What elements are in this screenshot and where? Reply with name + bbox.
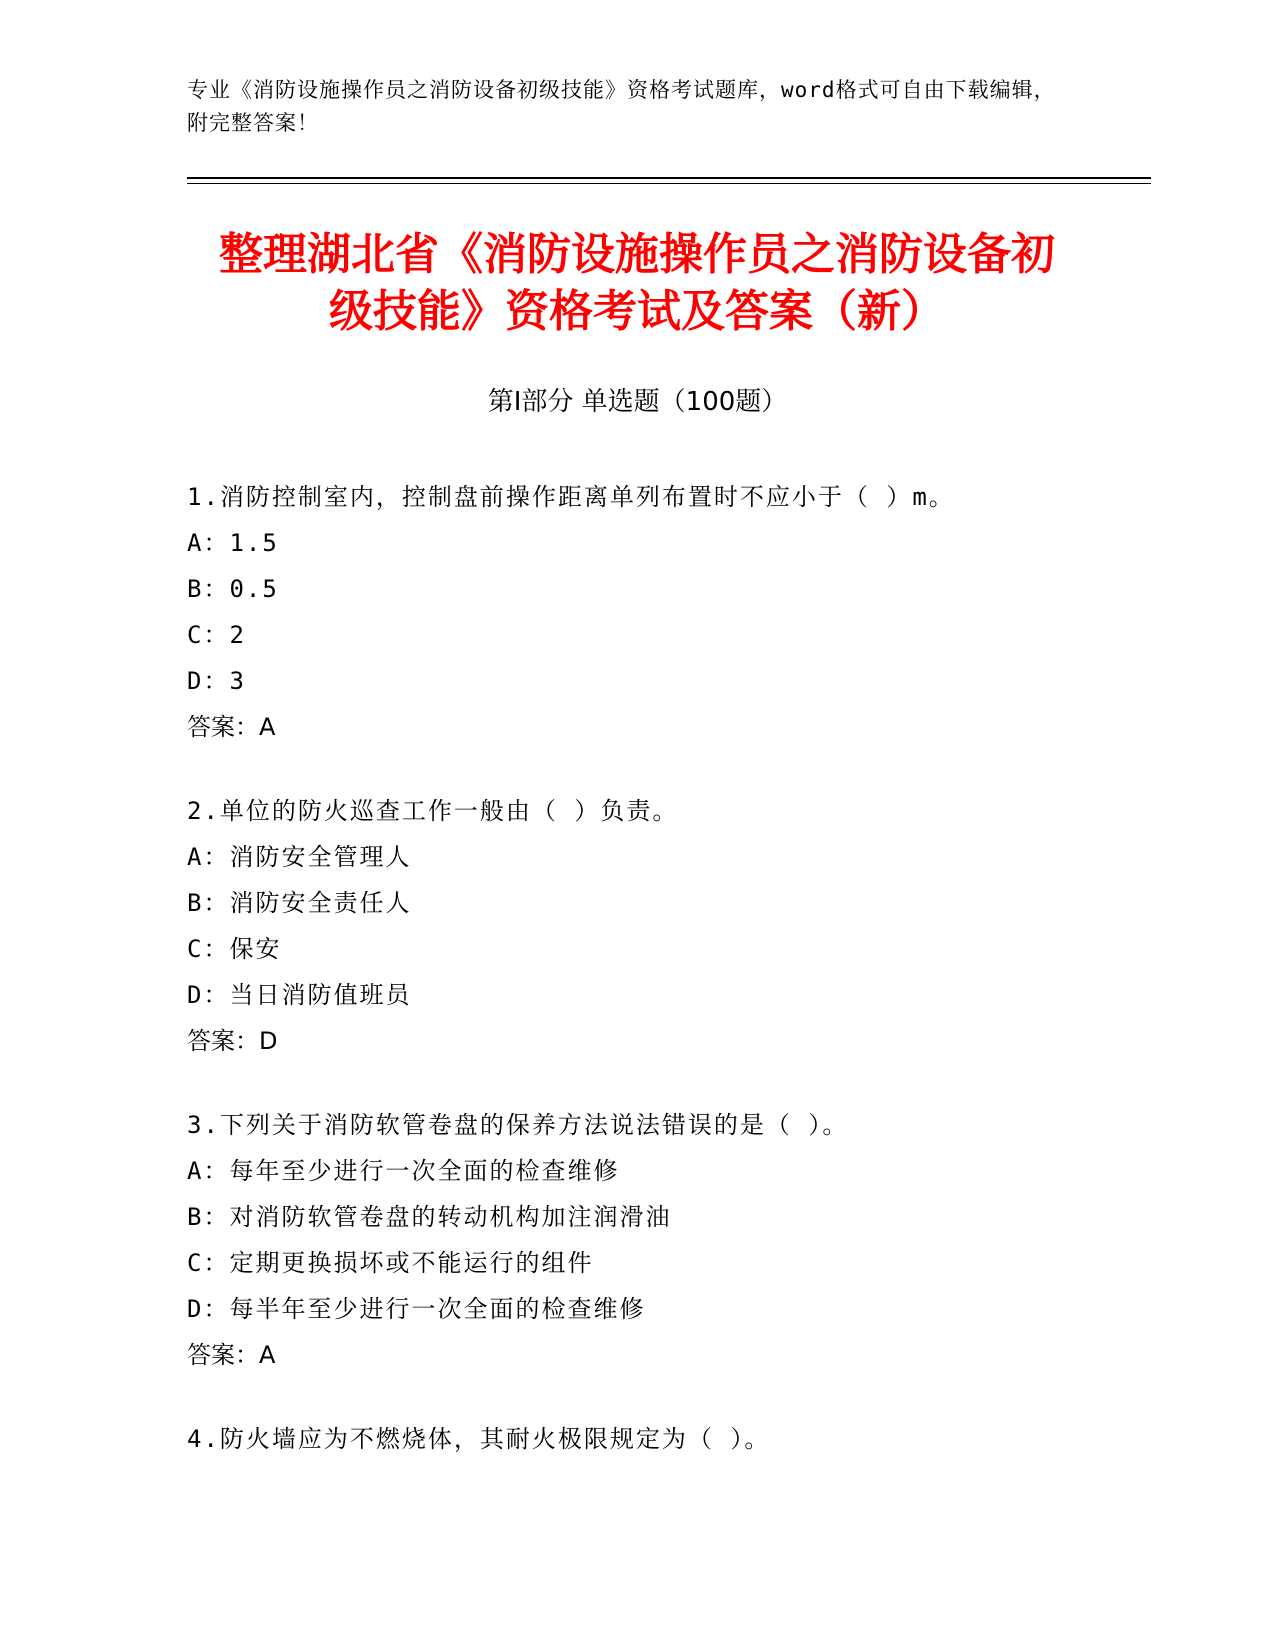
option-d: D：每半年至少进行一次全面的检查维修 bbox=[187, 1295, 646, 1323]
title-line-1: 整理湖北省《消防设施操作员之消防设备初 bbox=[219, 229, 1055, 280]
option-c: C：定期更换损坏或不能运行的组件 bbox=[187, 1249, 594, 1277]
answer-line: 答案：A bbox=[187, 1341, 276, 1369]
question-2 bbox=[187, 788, 1107, 1064]
answer-line: 答案：D bbox=[187, 1027, 278, 1055]
option-d: D：3 bbox=[187, 667, 246, 695]
document-title bbox=[187, 226, 1087, 340]
option-b: B：0.5 bbox=[187, 575, 279, 603]
question-stem: 2.单位的防火巡查工作一般由（ ）负责。 bbox=[187, 797, 679, 825]
option-c: C：2 bbox=[187, 621, 246, 649]
question-stem: 4.防火墙应为不燃烧体，其耐火极限规定为（ ）。 bbox=[187, 1425, 771, 1453]
option-b: B：消防安全责任人 bbox=[187, 889, 412, 917]
question-1 bbox=[187, 474, 1107, 750]
header-note: 专业《消防设施操作员之消防设备初级技能》资格考试题库，word格式可自由下载编辑，附完整答案！ bbox=[187, 78, 1056, 135]
question-list bbox=[187, 474, 1107, 1500]
question-4 bbox=[187, 1416, 1107, 1462]
answer-line: 答案：A bbox=[187, 713, 276, 741]
header-divider-thin bbox=[187, 183, 1151, 184]
question-stem: 1.消防控制室内，控制盘前操作距离单列布置时不应小于（ ）m。 bbox=[187, 483, 955, 511]
section-heading: 第Ⅰ部分 单选题（100题） bbox=[487, 387, 788, 417]
option-b: B：对消防软管卷盘的转动机构加注润滑油 bbox=[187, 1203, 672, 1231]
title-line-2: 级技能》资格考试及答案（新） bbox=[329, 286, 945, 337]
option-a: A：1.5 bbox=[187, 529, 279, 557]
option-a: A：每年至少进行一次全面的检查维修 bbox=[187, 1157, 620, 1185]
option-a: A：消防安全管理人 bbox=[187, 843, 412, 871]
header-divider-thick bbox=[187, 177, 1151, 179]
question-stem: 3.下列关于消防软管卷盘的保养方法说法错误的是（ ）。 bbox=[187, 1111, 849, 1139]
question-3 bbox=[187, 1102, 1107, 1378]
option-d: D：当日消防值班员 bbox=[187, 981, 412, 1009]
option-c: C：保安 bbox=[187, 935, 282, 963]
